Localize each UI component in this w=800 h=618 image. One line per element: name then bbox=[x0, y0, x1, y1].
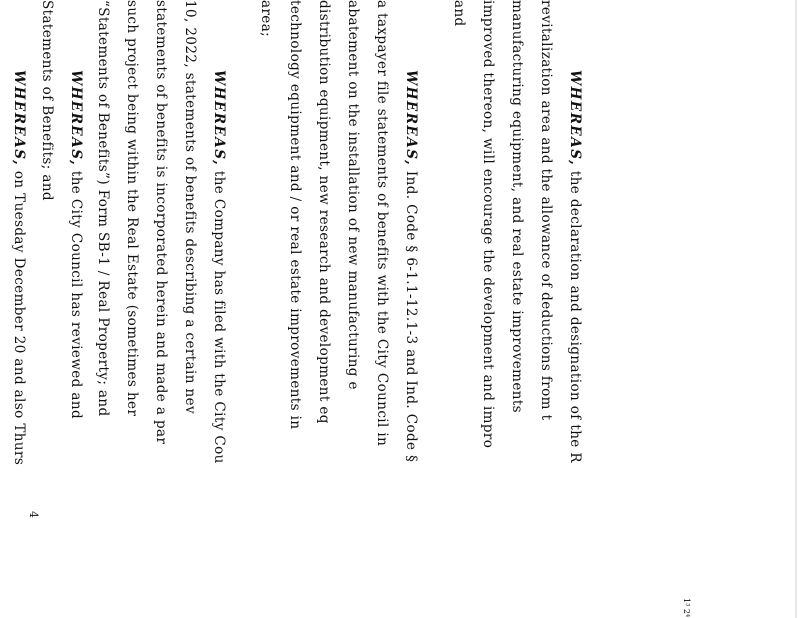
line-text: and bbox=[451, 0, 467, 27]
text-line bbox=[564, 70, 586, 463]
text-line bbox=[371, 0, 393, 446]
line-text: 10, 2022, statements of benefits describing a certain nev bbox=[182, 0, 198, 415]
line-text: area; bbox=[258, 0, 274, 38]
text-line bbox=[255, 0, 277, 37]
line-text: distribution equipment, new research and development eq bbox=[316, 0, 332, 424]
text-line bbox=[179, 0, 201, 414]
text-line bbox=[313, 0, 335, 424]
text-line bbox=[121, 0, 143, 416]
line-text: technology equipment and / or real estate improvements in bbox=[287, 0, 303, 430]
whereas-keyword: WHEREAS, bbox=[11, 70, 27, 167]
line-text: the City Council has reviewed and bbox=[68, 166, 84, 419]
line-text: such project being within the Real Estate (sometimes her bbox=[124, 0, 140, 417]
text-line bbox=[400, 70, 422, 462]
line-text: the declaration and designation of the R bbox=[567, 166, 583, 463]
text-line bbox=[8, 70, 30, 465]
text-line bbox=[342, 0, 364, 390]
text-line bbox=[0, 0, 1, 407]
whereas-keyword: WHEREAS, bbox=[567, 70, 583, 167]
whereas-keyword: WHEREAS, bbox=[68, 70, 84, 167]
text-line bbox=[36, 0, 58, 201]
text-line bbox=[65, 70, 87, 419]
line-text: revitalization area and the allowance of deductions from t bbox=[538, 0, 554, 421]
text-line bbox=[535, 0, 557, 420]
line-text: manufacturing equipment, and real estate improvements bbox=[509, 0, 525, 414]
text-line bbox=[477, 0, 499, 448]
header-number: 1³ 2⁴ bbox=[682, 598, 691, 618]
line-text: the Company has filed with the City Cou bbox=[211, 166, 227, 464]
whereas-keyword: WHEREAS, bbox=[403, 70, 419, 167]
line-text: a taxpayer file statements of benefits with the City Council in bbox=[374, 0, 390, 447]
page-number: 4 bbox=[27, 511, 40, 518]
text-line bbox=[448, 0, 470, 27]
line-text: abatement on the installation of new manufacturing e bbox=[345, 0, 361, 390]
line-text: statements of benefits is incorporated herein and made a par bbox=[153, 0, 169, 445]
text-line bbox=[284, 0, 306, 429]
line-text: Statements of Benefits; and bbox=[39, 0, 55, 201]
text-line bbox=[506, 0, 528, 413]
line-text: improved thereon, will encourage the development and impro bbox=[480, 0, 496, 449]
line-text: on Tuesday December 20 and also Thurs bbox=[11, 166, 27, 466]
text-line bbox=[150, 0, 172, 444]
text-line bbox=[92, 0, 114, 417]
text-line bbox=[208, 70, 230, 464]
whereas-keyword: WHEREAS, bbox=[211, 70, 227, 167]
page-edge bbox=[795, 0, 797, 618]
line-text: Ind. Code § 6-1.1-12.1-3 and Ind. Code § bbox=[403, 166, 419, 463]
line-text: “Statements of Benefits”) Form SB-1 / Real Property; and bbox=[95, 0, 111, 417]
